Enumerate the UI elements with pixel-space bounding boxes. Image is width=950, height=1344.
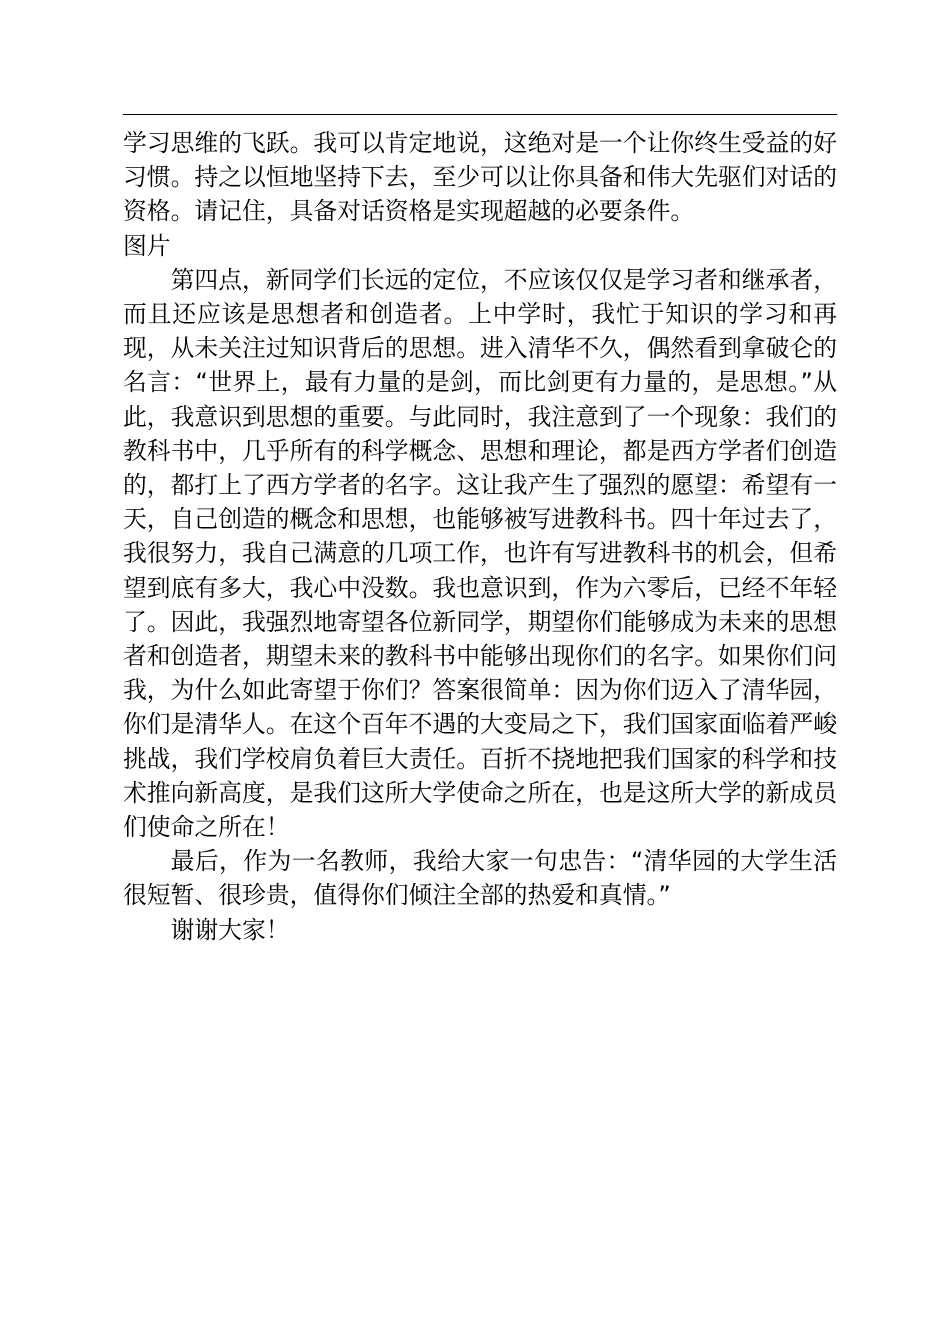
paragraph-continuation: 学习思维的飞跃。我可以肯定地说，这绝对是一个让你终生受益的好习惯。持之以恒地坚持下去，至少可以让你具备和伟大先驱们对话的资格。请记住，具备对话资格是实现超越的必要条件。 [123,129,837,226]
header-rule [123,114,837,115]
paragraph-fourth-point: 第四点，新同学们长远的定位，不应该仅仅是学习者和继承者，而且还应该是思想者和创造者。上中学时，我忙于知识的学习和再现，从未关注过知识背后的思想。进入清华不久，偶然看到拿破仑的名言：“世界上，最有力量的是剑，而比剑更有力量的，是思想。”从此，我意识到思想的重要。与此同时，我注意到了一个现象：我们的教科书中，几乎所有的科学概念、思想和理论，都是西方学者们创造的，都打上了西方学者的名字。这让我产生了强烈的愿望：希望有一天，自己创造的概念和思想，也能够被写进教科书。四十年过去了，我很努力，我自己满意的几项工作，也许有写进教科书的机会，但希望到底有多大，我心中没数。我也意识到，作为六零后，已经不年轻了。因此，我强烈地寄望各位新同学，期望你们能够成为未来的思想者和创造者，期望未来的教科书中能够出现你们的名字。如果你们问我，为什么如此寄望于你们？答案很简单：因为你们迈入了清华园，你们是清华人。在这个百年不遇的大变局之下，我们国家面临着严峻挑战，我们学校肩负着巨大责任。百折不挠地把我们国家的科学和技术推向新高度，是我们这所大学使命之所在，也是这所大学的新成员们使命之所在！ [123,265,837,842]
document-body [123,126,837,947]
paragraph-closing-advice: 最后，作为一名教师，我给大家一句忠告：“清华园的大学生活很短暂、很珍贵，值得你们倾注全部的热爱和真情。” [123,847,837,910]
paragraph-thanks: 谢谢大家！ [170,915,290,944]
image-placeholder-text: 图片 [123,231,171,260]
